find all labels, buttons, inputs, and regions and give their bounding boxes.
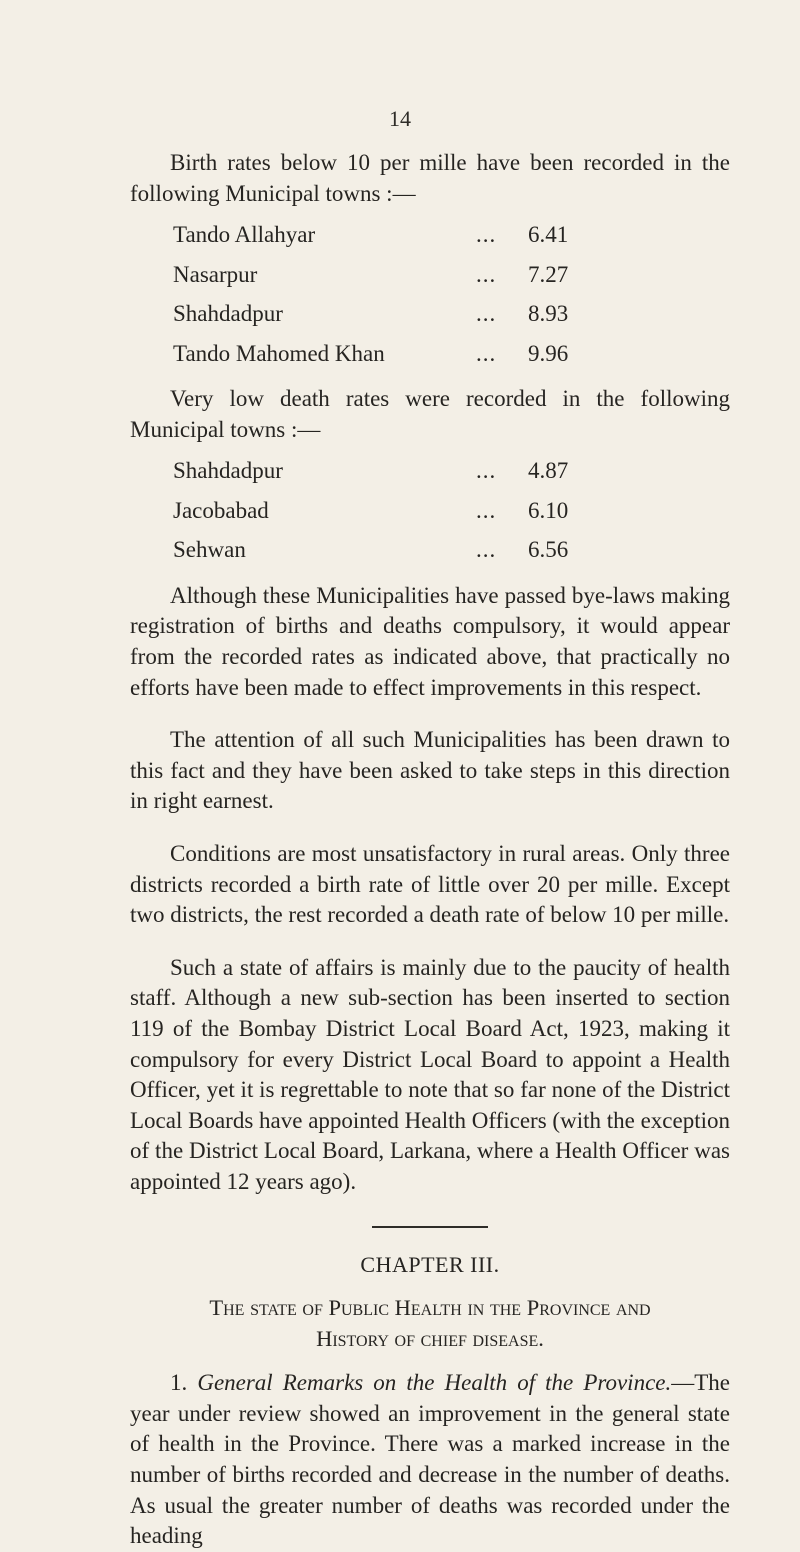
chapter-heading: CHAPTER III. (360, 1251, 500, 1277)
death-rates-table (130, 451, 730, 570)
paragraph-health-staff: Such a state of affairs is mainly due to the paucity of health staff. Although a new sub-section has been inserted to section 119 of the Bombay District Local Board Act, 1923, making it compulsory for every District Local Board to appoint a Health Officer, yet it is regrettable to note that so far none of the District Local Boards have appointed Health Officers (with the exception of the District Local Board, Larkana, where a Health Officer was appointed 12 years ago). (130, 954, 730, 1194)
rate-value: 6.56 (528, 537, 569, 563)
section-heading: General Remarks on the Health of the Province. (197, 1370, 672, 1396)
section-text: —The year under review showed an improvement in the general state of health in the Province. There was a marked increase in the number of births recorded and decrease in the number of deaths. As usual the greater number of deaths was recorded under the heading (130, 1370, 731, 1549)
leader-dots: ... (476, 497, 497, 523)
town-name: Tando Allahyar (173, 222, 316, 248)
paragraph-attention: The attention of all such Municipalities has been drawn to this fact and they have been asked to take steps in this direction in right earnest. (130, 727, 730, 814)
page-body (130, 148, 730, 1552)
section-1-paragraph (130, 1368, 730, 1552)
town-name: Shahdadpur (173, 301, 283, 327)
leader-dots: ... (476, 261, 497, 287)
leader-dots: ... (476, 340, 497, 366)
table-row (130, 294, 730, 334)
rate-value: 8.93 (528, 301, 569, 327)
paragraph-rural-areas: Conditions are most unsatisfactory in rural areas. Only three districts recorded a birth rate of little over 20 per mille. Except two districts, the rest recorded a death rate of below 10 per mille. (130, 841, 730, 928)
table-row (130, 255, 730, 295)
chapter-title (130, 1292, 730, 1354)
table-row (130, 334, 730, 374)
leader-dots: ... (476, 222, 497, 248)
section-number: 1. (170, 1370, 188, 1396)
table-row (130, 451, 730, 491)
section-divider (372, 1226, 488, 1228)
birth-rates-table (130, 215, 730, 373)
town-name: Nasarpur (173, 261, 258, 287)
chapter-title-line-2: History of chief disease. (316, 1326, 544, 1352)
table-row (130, 491, 730, 531)
leader-dots: ... (476, 301, 497, 327)
leader-dots: ... (476, 458, 497, 484)
death-rates-intro: Very low death rates were recorded in the following Municipal towns :— (130, 386, 730, 442)
town-name: Shahdadpur (173, 458, 283, 484)
rate-value: 6.41 (528, 222, 569, 248)
rate-value: 6.10 (528, 497, 569, 523)
leader-dots: ... (476, 537, 497, 563)
town-name: Tando Mahomed Khan (173, 340, 385, 366)
page-number: 14 (389, 106, 411, 131)
town-name: Jacobabad (173, 497, 269, 523)
table-row (130, 215, 730, 255)
rate-value: 7.27 (528, 261, 569, 287)
birth-rates-intro: Birth rates below 10 per mille have been recorded in the following Municipal towns :— (130, 150, 730, 206)
town-name: Sehwan (173, 537, 246, 563)
chapter-title-line-1: The state of Public Health in the Province and (209, 1295, 651, 1321)
table-row (130, 530, 730, 570)
paragraph-bye-laws: Although these Municipalities have passed bye-laws making registration of births and deaths compulsory, it would appear from the recorded rates as indicated above, that practically no efforts have been made to effect improvements in this respect. (130, 582, 730, 700)
rate-value: 4.87 (528, 458, 569, 484)
rate-value: 9.96 (528, 340, 569, 366)
